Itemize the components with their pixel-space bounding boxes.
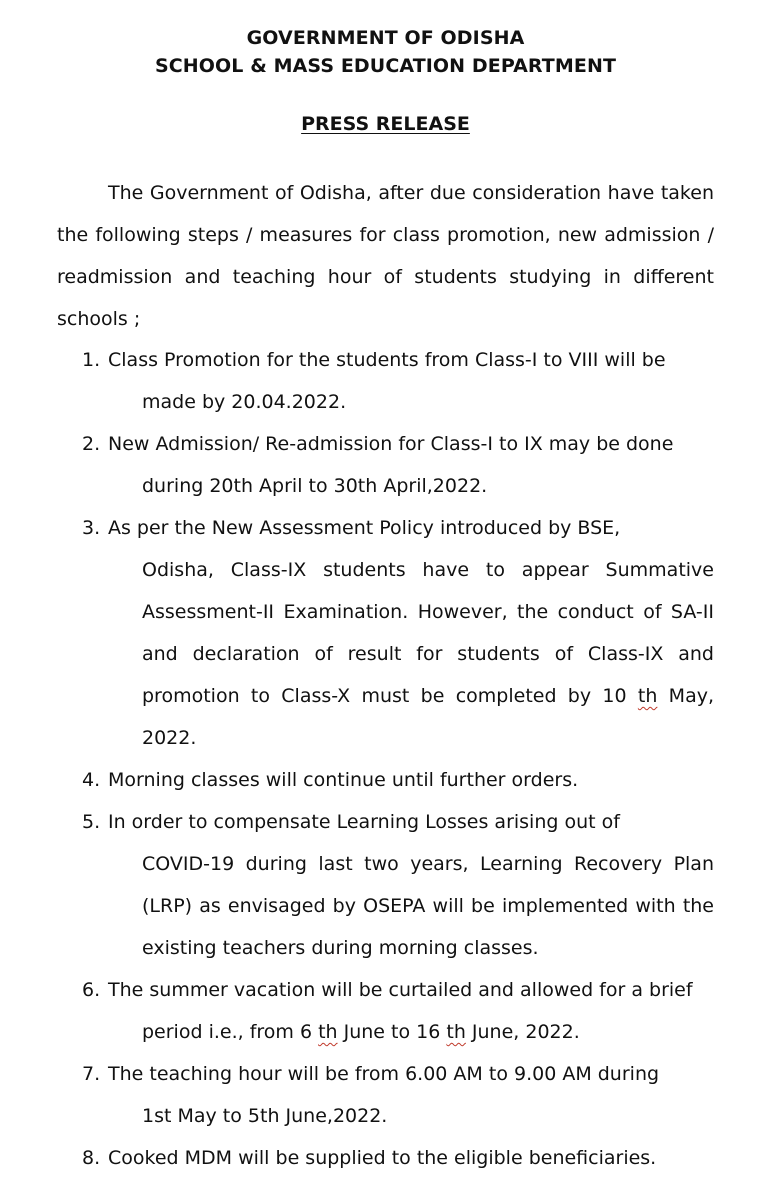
list-item — [57, 969, 714, 1053]
list-item — [57, 801, 714, 969]
item-continuation — [108, 549, 714, 759]
measures-list — [57, 339, 714, 1179]
spellcheck-marked-word: th — [446, 1021, 466, 1043]
list-item — [57, 1053, 714, 1137]
item-text — [108, 801, 714, 969]
spellcheck-marked-word: th — [637, 685, 658, 707]
item-first-line: As per the New Assessment Policy introduced by BSE, — [108, 517, 621, 539]
list-item — [57, 759, 714, 801]
spellcheck-marked-word: th — [318, 1021, 338, 1043]
item-number: 3. — [82, 517, 101, 539]
item-number: 1. — [82, 349, 101, 371]
item-first-line: In order to compensate Learning Losses arising out of — [108, 811, 620, 833]
item-text-segment: Odisha, Class-IX students have to appear Summative Assessment-II Examination. However, the conduct of SA-II and declaration of result for students of Class-IX and promotion to Class-X must be completed by 10 — [142, 559, 714, 707]
item-first-line: The summer vacation will be curtailed and allowed for a brief — [108, 979, 693, 1001]
item-number: 5. — [82, 811, 101, 833]
item-text-segment: period i.e., from 6 — [142, 1021, 319, 1043]
item-text — [108, 423, 714, 507]
item-continuation: 1st May to 5th June,2022. — [142, 1105, 388, 1127]
item-number: 4. — [82, 769, 101, 791]
list-item — [57, 507, 714, 759]
department-heading: SCHOOL & MASS EDUCATION DEPARTMENT — [154, 55, 617, 77]
list-item — [57, 423, 714, 507]
item-first-line: Class Promotion for the students from Class-I to VIII will be — [108, 349, 666, 371]
item-first-line: The teaching hour will be from 6.00 AM to 9.00 AM during — [108, 1063, 660, 1085]
intro-paragraph: The Government of Odisha, after due consideration have taken the following steps / measures for class promotion, new admission / readmission and teaching hour of students studying in different schools ; — [57, 182, 714, 330]
item-first-line: Cooked MDM will be supplied to the eligible beneficiaries. — [108, 1147, 657, 1169]
item-text — [108, 969, 714, 1053]
item-number: 2. — [82, 433, 101, 455]
item-continuation: made by 20.04.2022. — [142, 391, 347, 413]
government-heading: GOVERNMENT OF ODISHA — [246, 27, 525, 49]
press-release-title-wrap — [0, 113, 771, 135]
press-release-title: PRESS RELEASE — [301, 113, 470, 135]
item-continuation: COVID-19 during last two years, Learning Recovery Plan (LRP) as envisaged by OSEPA will be implemented with the existing teachers during morning classes. — [142, 853, 714, 959]
list-item — [57, 1137, 714, 1179]
item-continuation: during 20th April to 30th April,2022. — [142, 475, 488, 497]
list-item — [57, 339, 714, 423]
item-text — [108, 759, 714, 801]
item-text-segment: June to 16 — [337, 1021, 447, 1043]
item-text — [108, 1137, 714, 1179]
item-number: 6. — [82, 979, 101, 1001]
item-number: 7. — [82, 1063, 101, 1085]
item-first-line: New Admission/ Re-admission for Class-I to IX may be done — [108, 433, 674, 455]
item-number: 8. — [82, 1147, 101, 1169]
item-first-line: Morning classes will continue until further orders. — [108, 769, 579, 791]
item-text-segment: May, 2022. — [142, 685, 715, 749]
item-continuation — [108, 1011, 714, 1053]
item-text — [108, 1053, 714, 1137]
item-text-segment: June, 2022. — [465, 1021, 580, 1043]
item-text — [108, 339, 714, 423]
item-text — [108, 507, 714, 759]
